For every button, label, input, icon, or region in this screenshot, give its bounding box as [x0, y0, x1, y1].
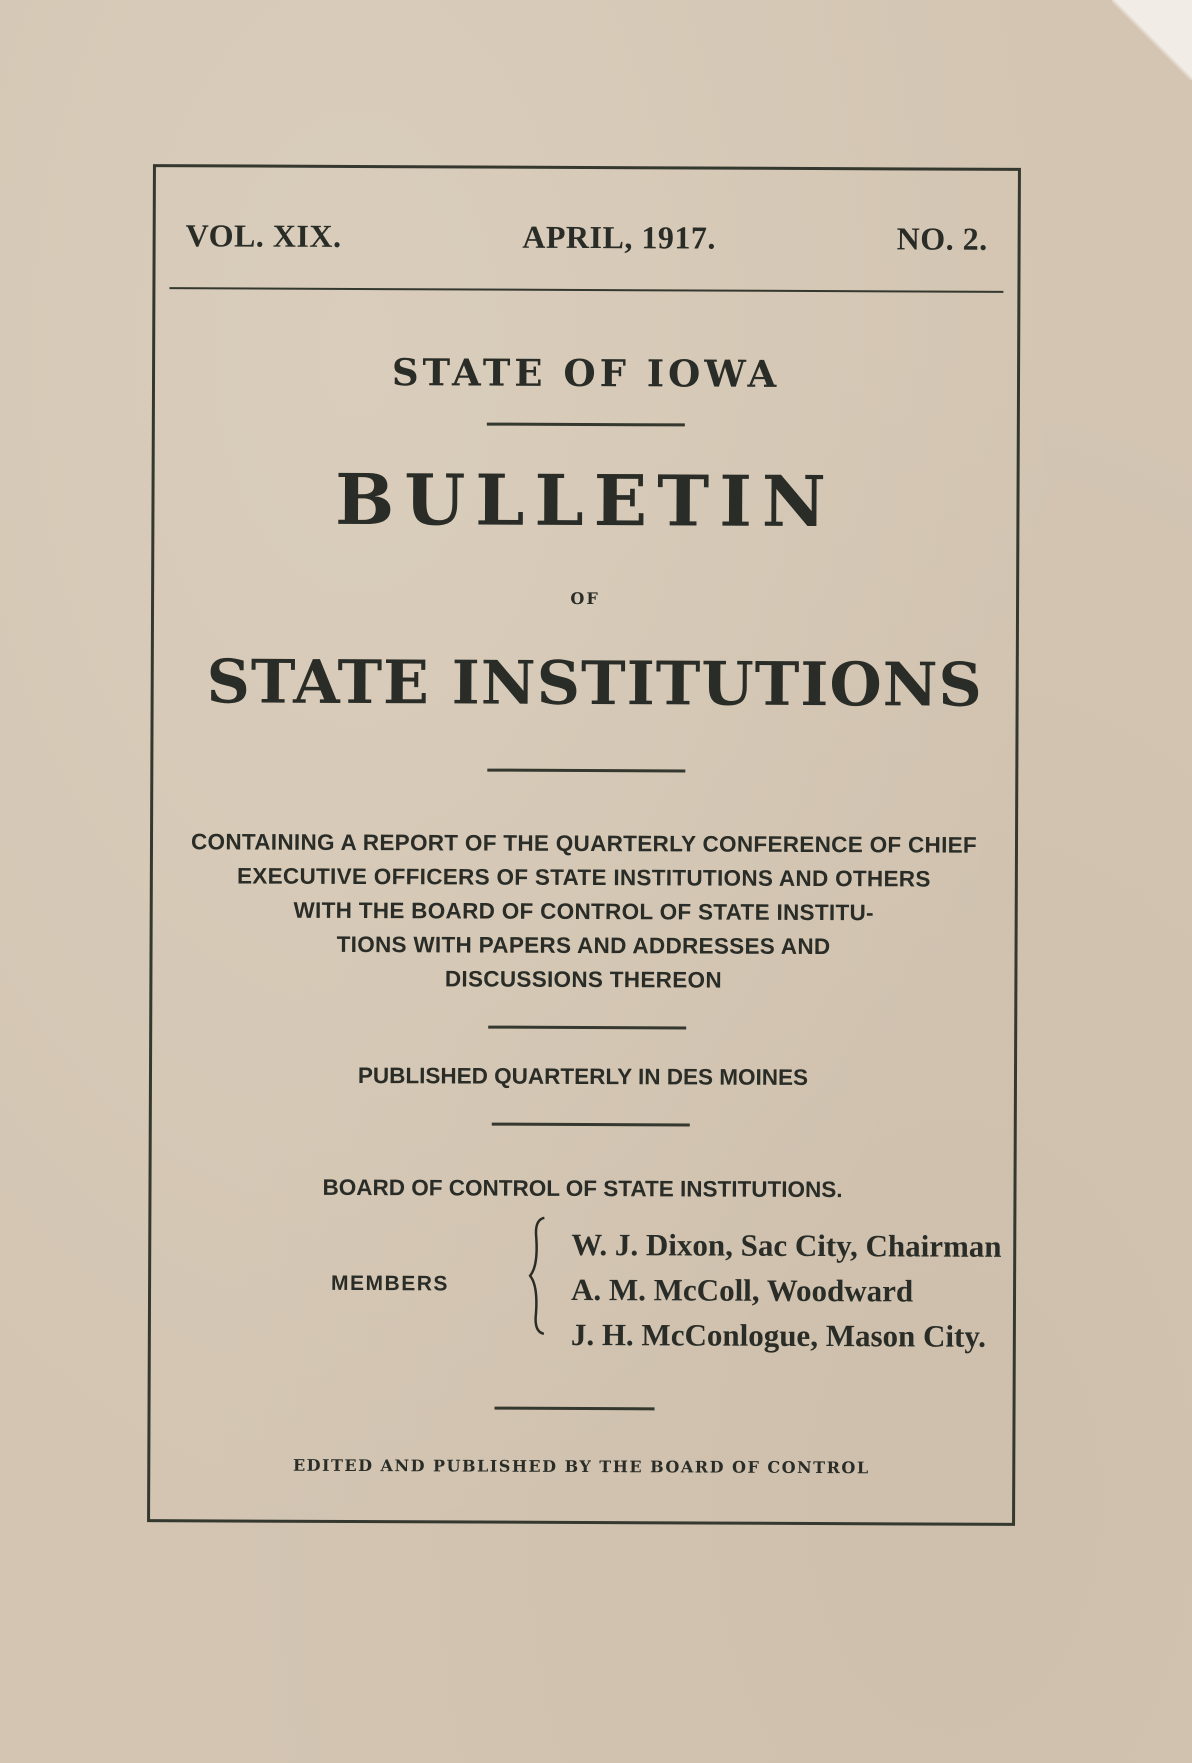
description-line: EXECUTIVE OFFICERS OF STATE INSTITUTIONS AND OTHERS	[236, 863, 931, 892]
volume-number: VOL. XIX.	[185, 217, 342, 254]
title-divider-2	[487, 769, 685, 773]
publication-divider	[492, 1123, 690, 1127]
description-line: CONTAINING A REPORT OF THE QUARTERLY CONFERENCE OF CHIEF	[190, 829, 978, 858]
state-heading: STATE OF IOWA	[391, 350, 781, 396]
title-divider-1	[487, 423, 685, 427]
description-line: TIONS WITH PAPERS AND ADDRESSES AND	[336, 931, 831, 960]
members-label: MEMBERS	[331, 1271, 449, 1296]
torn-corner	[1112, 0, 1192, 80]
description-divider	[488, 1026, 686, 1030]
description-line: DISCUSSIONS THEREON	[444, 966, 722, 993]
description-line: WITH THE BOARD OF CONTROL OF STATE INSTITU-	[293, 897, 874, 926]
header-divider	[169, 287, 1003, 293]
member-second: A. M. McColl, Woodward	[570, 1271, 914, 1309]
imprint-line: EDITED AND PUBLISHED BY THE BOARD OF CONTROL	[292, 1455, 870, 1478]
curly-brace-icon	[528, 1216, 549, 1336]
cover-border-frame	[147, 164, 1021, 1526]
issue-number: NO. 2.	[896, 220, 988, 257]
board-heading: BOARD OF CONTROL OF STATE INSTITUTIONS.	[322, 1174, 843, 1203]
member-chairman: W. J. Dixon, Sac City, Chairman	[571, 1226, 1002, 1264]
issue-header	[186, 217, 988, 257]
institutions-title: STATE INSTITUTIONS	[206, 647, 984, 721]
bulletin-title: BULLETIN	[334, 457, 837, 544]
description-block	[162, 825, 1005, 999]
member-third: J. H. McConlogue, Mason City.	[570, 1316, 986, 1354]
members-divider	[495, 1407, 655, 1411]
members-list	[571, 1222, 1002, 1359]
title-of: OF	[570, 588, 600, 609]
issue-date: APRIL, 1917.	[522, 218, 716, 256]
publication-frequency: PUBLISHED QUARTERLY IN DES MOINES	[357, 1063, 809, 1090]
